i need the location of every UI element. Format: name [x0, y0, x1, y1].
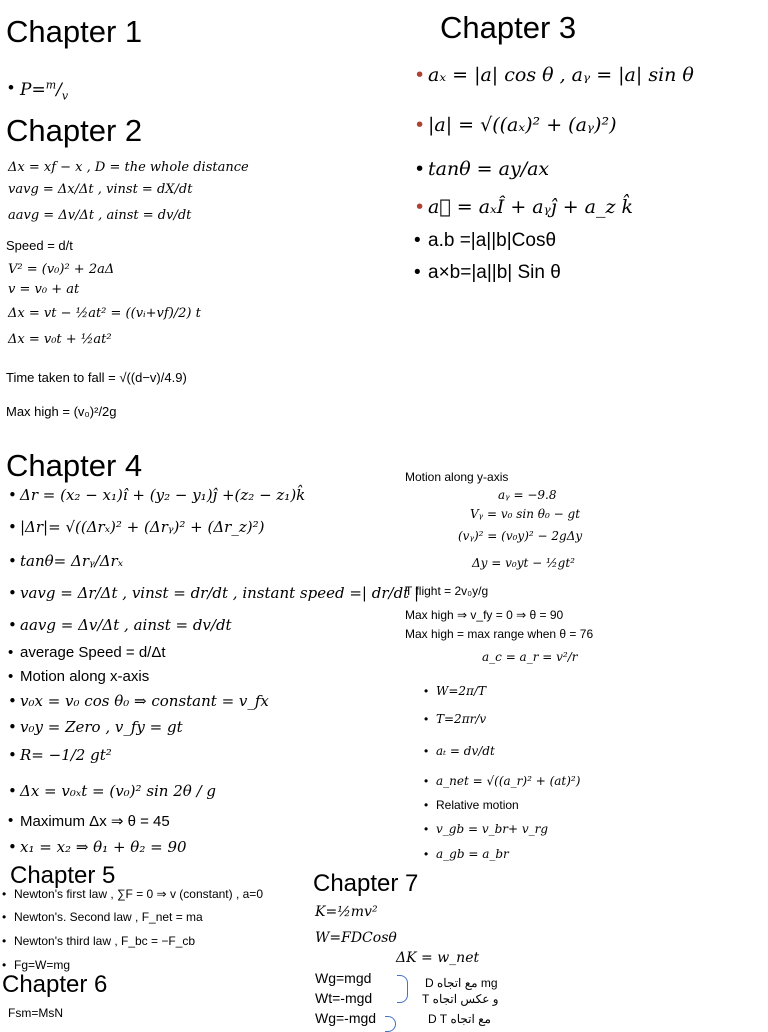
- ch4-right-line-4: Δy = v₀yt − ½gt²: [472, 556, 575, 570]
- ch4-bullet-3-text: aₜ = dv/dt: [436, 744, 495, 758]
- ch2-line-6: v = v₀ + at: [8, 282, 80, 297]
- ch7-line-4: Wg=mgd: [315, 970, 372, 986]
- ch4-bullet-6-text: v_gb = v_br+ v_rg: [436, 822, 549, 836]
- ch4-line-12-text: Maximum Δx ⇒ θ = 45: [20, 813, 170, 830]
- ch4-line-13-text: x₁ = x₂ ⇒ θ₁ + θ₂ = 90: [20, 838, 187, 856]
- ch2-line-9: Time taken to fall = √((d−v)/4.9): [6, 370, 187, 385]
- ch2-line-4: Speed = d/t: [6, 238, 73, 253]
- ch3-line-5-text: a.b =|a||b|Cosθ: [428, 230, 557, 251]
- ch4-line-7-text: Motion along x-axis: [20, 668, 150, 685]
- ch4-right-line-7: Max high = max range when θ = 76: [405, 627, 594, 641]
- ch3-line-4-text: a⃗ = aₓÎ + aᵧĵ + a_z k̂: [428, 196, 634, 218]
- ch7-brace-2: [385, 1016, 396, 1032]
- ch4-line-3: • tanθ= Δrᵧ/Δrₓ: [8, 552, 124, 570]
- ch4-bullet-5: • Relative motion: [424, 798, 519, 812]
- ch4-right-line-6: Max high ⇒ v_fy = 0 ⇒ θ = 90: [405, 608, 564, 622]
- ch5-line-1-text: Newton's first law , ∑F = 0 ⇒ v (constant) , a=0: [14, 887, 263, 901]
- ch4-line-2: • |Δr|= √((Δrₓ)² + (Δrᵧ)² + (Δr_z)²): [8, 518, 265, 536]
- ch4-bullet-7: • a_gb = a_br: [424, 847, 509, 861]
- ch4-bullet-2: • T=2πr/v: [424, 712, 487, 726]
- ch4-line-6-text: average Speed = d/Δt: [20, 644, 166, 661]
- ch3-line-6: • a×b=|a||b| Sin θ: [414, 262, 561, 283]
- ch3-line-1: • aₓ = |a| cos θ , aᵧ = |a| sin θ: [414, 64, 694, 86]
- ch4-bullet-4: • a_net = √((a_r)² + (at)²): [424, 774, 581, 788]
- ch4-right-heading: Motion along y-axis: [405, 470, 509, 484]
- ch2-line-7: Δx = vt − ½at² = ((vᵢ+vf)/2) t: [8, 306, 201, 321]
- ch5-line-2: • Newton's. Second law , F_net = ma: [2, 910, 203, 924]
- ch4-line-10: • R= −1/2 gt²: [8, 746, 112, 764]
- ch3-line-4: • a⃗ = aₓÎ + aᵧĵ + a_z k̂: [414, 196, 634, 218]
- ch3-line-6-text: a×b=|a||b| Sin θ: [428, 262, 561, 283]
- ch4-line-4-text: vavg = Δr/Δt , vinst = dr/dt , instant speed =| dr/dt |: [20, 584, 420, 602]
- chapter4-title: Chapter 4: [6, 448, 143, 483]
- ch4-bullet-4-text: a_net = √((a_r)² + (at)²): [436, 774, 581, 788]
- ch4-bullet-2-text: T=2πr/v: [436, 712, 487, 726]
- ch5-line-2-text: Newton's. Second law , F_net = ma: [14, 910, 203, 924]
- ch7-line-2: W=FDCosθ: [315, 930, 397, 946]
- ch3-line-1-text: aₓ = |a| cos θ , aᵧ = |a| sin θ: [428, 64, 694, 86]
- ch4-line-10-text: R= −1/2 gt²: [20, 746, 112, 764]
- ch4-line-4: • vavg = Δr/Δt , vinst = dr/dt , instant speed =| dr/dt |: [8, 584, 420, 602]
- chapter6-title: Chapter 6: [2, 971, 108, 998]
- ch4-line-6: • average Speed = d/Δt: [8, 644, 166, 661]
- ch5-line-1: • Newton's first law , ∑F = 0 ⇒ v (constant) , a=0: [2, 887, 263, 901]
- ch7-line-1: K=½mv²: [315, 904, 378, 920]
- ch6-line-1: Fsm=MsN: [8, 1006, 63, 1020]
- ch4-line-8-text: v₀x = v₀ cos θ₀ ⇒ constant = v_fx: [20, 692, 269, 710]
- ch1-line: • $P=^m/_v$: [8, 78, 69, 103]
- ch2-line-1: Δx = xf − x , D = the whole distance: [8, 160, 249, 175]
- ch4-right-line-1: aᵧ = −9.8: [498, 488, 557, 502]
- ch4-right-line-3: (vᵧ)² = (v₀y)² − 2gΔy: [458, 529, 583, 543]
- ch4-line-12: • Maximum Δx ⇒ θ = 45: [8, 812, 170, 830]
- ch4-line-5: • aavg = Δv/Δt , ainst = dv/dt: [8, 616, 232, 634]
- ch3-line-2: • |a| = √((aₓ)² + (aᵧ)²): [414, 114, 617, 136]
- chapter1-title: Chapter 1: [6, 14, 143, 49]
- ch4-line-2-text: |Δr|= √((Δrₓ)² + (Δrᵧ)² + (Δr_z)²): [20, 518, 265, 536]
- ch4-bullet-1: • W=2π/T: [424, 684, 486, 698]
- ch4-right-line-2: Vᵧ = v₀ sin θ₀ − gt: [470, 507, 581, 521]
- ch2-line-2: vavg = Δx/Δt , vinst = dX/dt: [8, 182, 193, 197]
- chapter7-title: Chapter 7: [313, 870, 419, 897]
- ch4-bullet-5-text: Relative motion: [436, 798, 519, 812]
- ch4-bullet-3: • aₜ = dv/dt: [424, 744, 495, 758]
- ch3-line-2-text: |a| = √((aₓ)² + (aᵧ)²): [428, 114, 617, 136]
- ch4-right-line-8: a_c = a_r = v²/r: [482, 650, 578, 664]
- ch4-bullet-1-text: W=2π/T: [436, 684, 486, 698]
- ch5-line-4: • Fg=W=mg: [2, 958, 71, 972]
- ch4-line-9-text: v₀y = Zero , v_fy = gt: [20, 718, 183, 736]
- ch4-line-11: • Δx = v₀ₓt = (v₀)² sin 2θ / g: [8, 782, 217, 800]
- ch4-line-5-text: aavg = Δv/Δt , ainst = dv/dt: [20, 616, 232, 634]
- ch4-line-11-text: Δx = v₀ₓt = (v₀)² sin 2θ / g: [20, 782, 217, 800]
- ch5-line-4-text: Fg=W=mg: [14, 958, 71, 972]
- ch4-line-7: • Motion along x-axis: [8, 668, 150, 685]
- ch7-brace-1: [397, 975, 408, 1003]
- ch4-bullet-6: • v_gb = v_br+ v_rg: [424, 822, 549, 836]
- ch4-line-1-text: Δr = (x₂ − x₁)î + (y₂ − y₁)ĵ +(z₂ − z₁)k̂: [20, 486, 306, 504]
- ch2-line-10: Max high = (v₀)²/2g: [6, 404, 117, 419]
- ch7-line-5: Wt=-mgd: [315, 990, 373, 1006]
- ch4-right-line-5: T flight = 2v₀y/g: [405, 584, 489, 598]
- ch3-line-3: • tanθ = ay/ax: [414, 158, 550, 180]
- ch3-line-5: • a.b =|a||b|Cosθ: [414, 230, 557, 251]
- ch5-line-3: • Newton's third law , F_bc = −F_cb: [2, 934, 196, 948]
- ch7-note-3: مع اتجاه D T: [428, 1012, 491, 1026]
- chapter3-title: Chapter 3: [440, 10, 577, 45]
- chapter2-title: Chapter 2: [6, 113, 143, 148]
- ch4-bullet-7-text: a_gb = a_br: [436, 847, 509, 861]
- ch3-line-3-text: tanθ = ay/ax: [428, 158, 550, 180]
- ch4-line-3-text: tanθ= Δrᵧ/Δrₓ: [20, 552, 124, 570]
- ch4-line-8: • v₀x = v₀ cos θ₀ ⇒ constant = v_fx: [8, 692, 269, 710]
- ch7-note-1: mg مع اتجاه D: [425, 976, 498, 990]
- ch4-line-13: • x₁ = x₂ ⇒ θ₁ + θ₂ = 90: [8, 838, 187, 856]
- ch7-note-2: و عكس اتجاه T: [422, 992, 499, 1006]
- ch7-line-3: ΔK = w_net: [396, 950, 480, 966]
- ch2-line-8: Δx = v₀t + ½at²: [8, 332, 112, 347]
- chapter5-title: Chapter 5: [10, 862, 116, 889]
- ch5-line-3-text: Newton's third law , F_bc = −F_cb: [14, 934, 196, 948]
- ch7-line-6: Wg=-mgd: [315, 1010, 377, 1026]
- ch2-line-5: V² = (v₀)² + 2aΔ: [8, 262, 115, 277]
- ch2-line-3: aavg = Δv/Δt , ainst = dv/dt: [8, 208, 192, 223]
- ch4-line-1: • Δr = (x₂ − x₁)î + (y₂ − y₁)ĵ +(z₂ − z₁)k̂: [8, 486, 306, 504]
- ch4-line-9: • v₀y = Zero , v_fy = gt: [8, 718, 183, 736]
